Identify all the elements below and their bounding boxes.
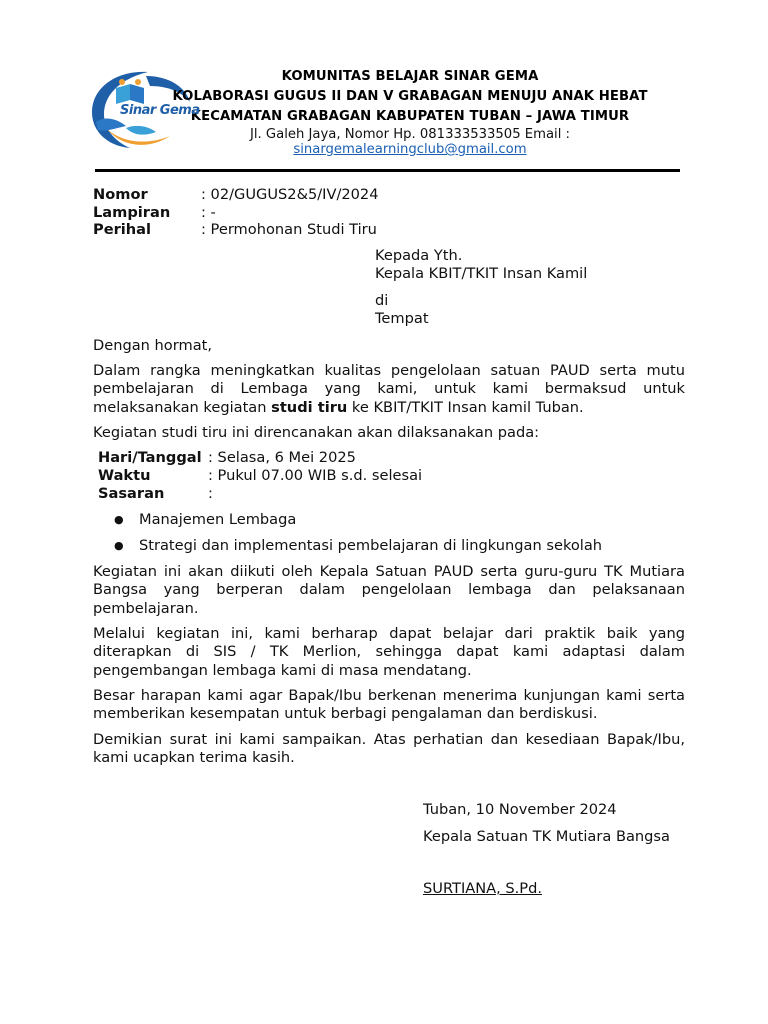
meta-nomor-label: Nomor	[93, 186, 148, 203]
letterhead-address: Jl. Galeh Jaya, Nomor Hp. 081333533505 Email :	[249, 127, 571, 142]
meta-nomor	[93, 186, 379, 204]
letterhead-divider	[95, 169, 680, 172]
meta-lampiran-label: Lampiran	[93, 204, 171, 221]
letterhead-email-link[interactable]: sinargemalearningclub@gmail.com	[293, 142, 527, 157]
schedule-sasaran	[98, 485, 213, 503]
signature-place-date: Tuban, 10 November 2024	[423, 801, 617, 818]
letterhead-line1: KOMUNITAS BELAJAR SINAR GEMA	[281, 69, 539, 84]
schedule-sasaran-label: Sasaran	[98, 485, 165, 502]
meta-lampiran	[93, 204, 216, 222]
list-item	[114, 537, 602, 555]
meta-lampiran-value: : -	[201, 204, 216, 221]
paragraph-4: Melalui kegiatan ini, kami berharap dapat belajar dari praktik baik yang diterapkan di SIS / TK Merlion, sehingga dapat kami adaptasi dalam pengembangan lembaga kami di masa mendatang.	[93, 625, 685, 679]
schedule-hari-value: : Selasa, 6 Mei 2025	[208, 449, 356, 466]
list-item-label: Manajemen Lembaga	[139, 511, 297, 528]
meta-perihal	[93, 221, 377, 239]
schedule-hari-label: Hari/Tanggal	[98, 449, 202, 466]
greeting: Dengan hormat,	[93, 337, 213, 354]
signature-name: SURTIANA, S.Pd.	[423, 880, 543, 897]
list-item-label: Strategi dan implementasi pembelajaran di lingkungan sekolah	[139, 537, 603, 554]
paragraph-1-end: ke KBIT/TKIT Insan kamil Tuban.	[347, 398, 584, 416]
recipient-line3: di	[375, 292, 389, 309]
paragraph-1-start: Dalam rangka meningkatkan kualitas pengelolaan satuan PAUD serta mutu pembelajaran di Lembaga yang kami, untuk kami bermaksud untuk melaksanakan kegiatan	[93, 362, 685, 416]
paragraph-1-bold: studi tiru	[271, 398, 348, 416]
meta-perihal-label: Perihal	[93, 221, 152, 238]
bullet-icon: ●	[114, 539, 124, 552]
paragraph-2: Kegiatan studi tiru ini direncanakan akan dilaksanakan pada:	[93, 424, 540, 441]
schedule-sasaran-value: :	[208, 485, 213, 502]
letterhead-line2: KOLABORASI GUGUS II DAN V GRABAGAN MENUJU ANAK HEBAT	[172, 89, 648, 104]
list-item	[114, 511, 296, 529]
schedule-waktu	[98, 467, 422, 485]
signature-position: Kepala Satuan TK Mutiara Bangsa	[423, 828, 670, 845]
paragraph-3: Kegiatan ini akan diikuti oleh Kepala Satuan PAUD serta guru-guru TK Mutiara Bangsa yang berperan dalam pengelolaan lembaga dan pelaksanaan pembelajaran.	[93, 563, 685, 617]
schedule-waktu-label: Waktu	[98, 467, 151, 484]
meta-perihal-value: : Permohonan Studi Tiru	[201, 221, 377, 238]
bullet-icon: ●	[114, 513, 124, 526]
schedule-waktu-value: : Pukul 07.00 WIB s.d. selesai	[208, 467, 423, 484]
meta-nomor-value: : 02/GUGUS2&5/IV/2024	[201, 186, 379, 203]
paragraph-1	[93, 362, 685, 417]
recipient-line1: Kepada Yth.	[375, 247, 463, 264]
recipient-line2: Kepala KBIT/TKIT Insan Kamil	[375, 265, 588, 282]
schedule-hari	[98, 449, 356, 467]
logo-wordmark: Sinar Gema	[120, 103, 200, 118]
recipient-line4: Tempat	[375, 310, 429, 327]
paragraph-6: Demikian surat ini kami sampaikan. Atas perhatian dan kesediaan Bapak/Ibu, kami ucapkan terima kasih.	[93, 731, 685, 767]
letterhead-line3: KECAMATAN GRABAGAN KABUPATEN TUBAN – JAWA TIMUR	[190, 109, 630, 124]
paragraph-5: Besar harapan kami agar Bapak/Ibu berkenan menerima kunjungan kami serta memberikan kesempatan untuk berbagi pengalaman dan berdiskusi.	[93, 687, 685, 723]
